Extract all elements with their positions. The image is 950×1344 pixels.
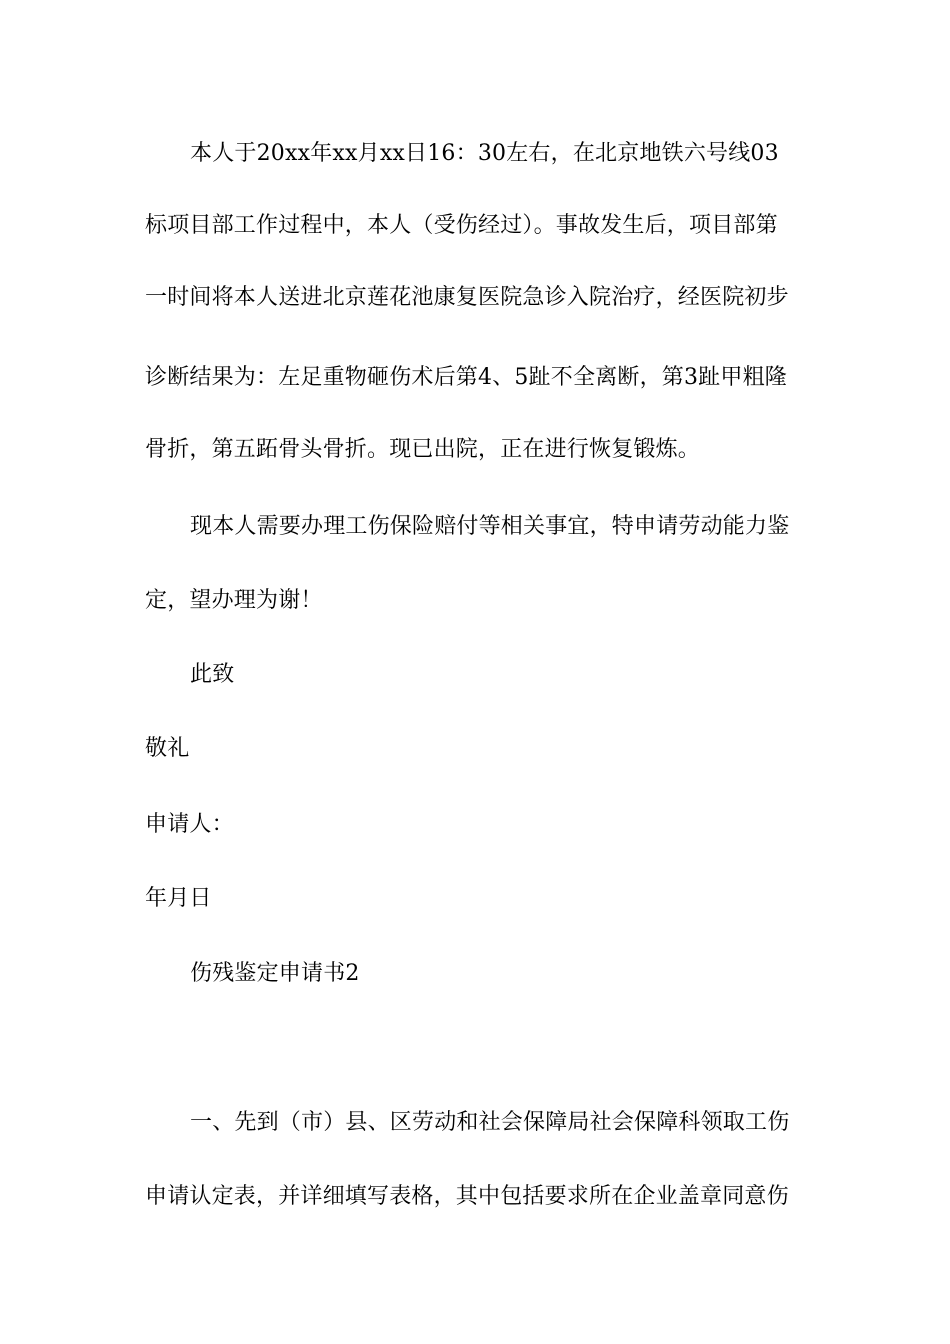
paragraph-2-line-1: 现本人需要办理工伤保险赔付等相关事宜，特申请劳动能力鉴 <box>190 514 790 539</box>
paragraph-1-line-3: 一时间将本人送进北京莲花池康复医院急诊入院治疗，经医院初步 <box>145 285 789 310</box>
date-label: 年月日 <box>145 886 212 911</box>
paragraph-1-line-2: 标项目部工作过程中，本人（受伤经过）。事故发生后，项目部第 <box>145 213 778 238</box>
applicant-label: 申请人： <box>145 812 234 837</box>
paragraph-1-line-5: 骨折，第五跖骨头骨折。现已出院，正在进行恢复锻炼。 <box>145 437 701 462</box>
paragraph-1-line-4: 诊断结果为：左足重物砸伤术后第4、5趾不全离断，第3趾甲粗隆 <box>145 365 787 390</box>
paragraph-3-line-2: 申请认定表，并详细填写表格，其中包括要求所在企业盖章同意伤 <box>145 1184 789 1209</box>
paragraph-2-line-2: 定，望办理为谢！ <box>145 588 323 613</box>
paragraph-3-line-1: 一、先到（市）县、区劳动和社会保障局社会保障科领取工伤 <box>190 1110 790 1135</box>
paragraph-1-line-1: 本人于20xx年xx月xx日16：30左右，在北京地铁六号线03 <box>190 141 779 166</box>
section-title: 伤残鉴定申请书2 <box>190 961 360 986</box>
closing-salutation: 此致 <box>190 662 235 687</box>
closing-respect: 敬礼 <box>145 736 190 761</box>
